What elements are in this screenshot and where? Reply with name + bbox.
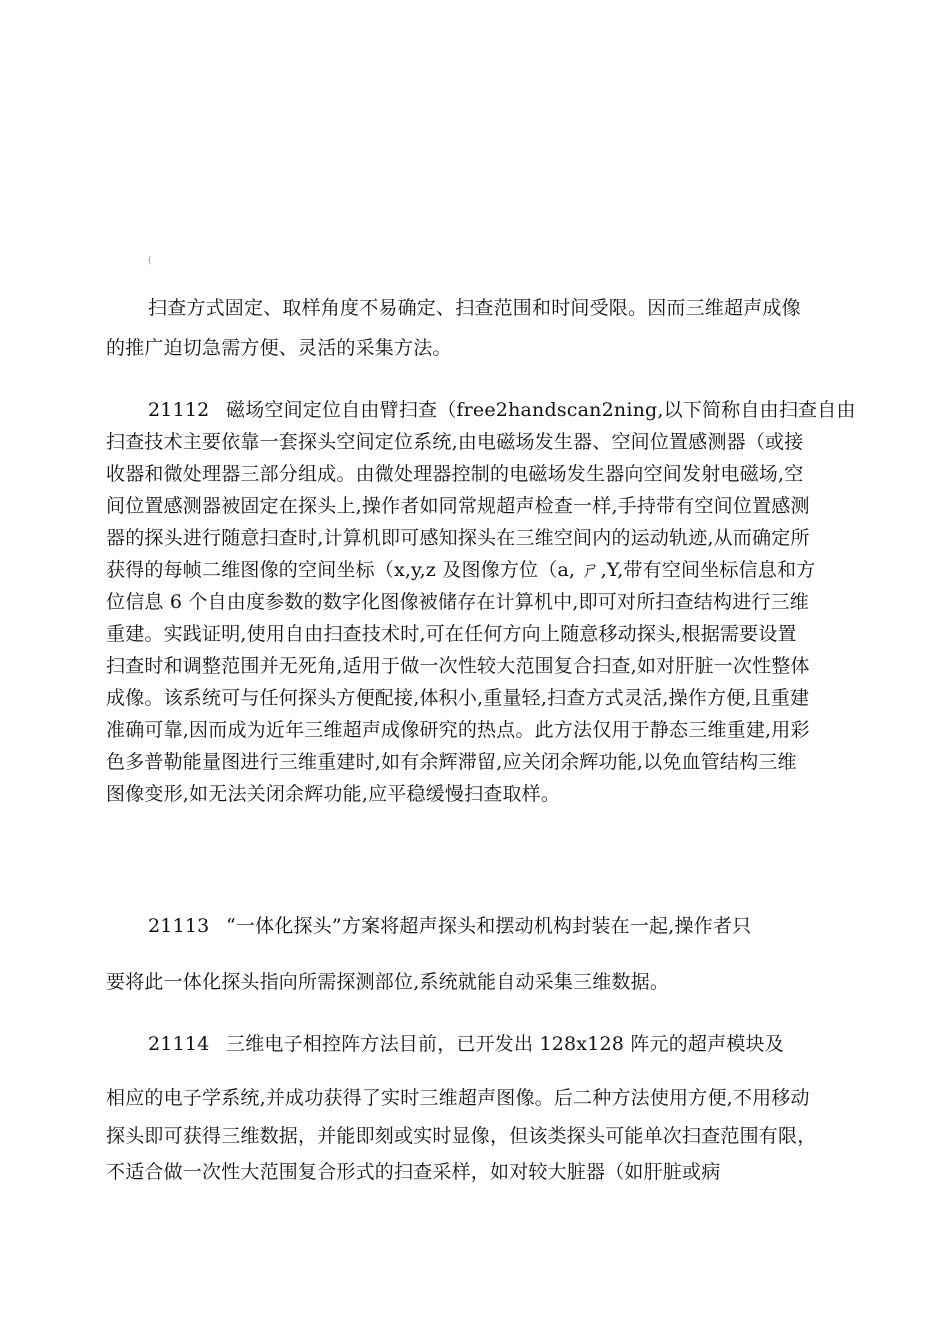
section-21112-line: 器的探头进行随意扫查时,计算机即可感知探头在三维空间内的运动轨迹,从而确定所 [106,527,810,549]
section-21113-heading [148,914,751,938]
section-21112-heading [148,398,856,422]
section-number: 21114 [148,1033,210,1055]
section-21114-first-line: 三维电子相控阵方法目前，已开发出 128x128 阵元的超声模块及 [226,1033,784,1055]
section-21112-line: 色多普勒能量图进行三维重建时,如有余辉滞留,应关闭余辉功能,以免血管结构三维 [106,751,797,773]
section-21113-line: 要将此一体化探头指向所需探测部位,系统就能自动采集三维数据。 [106,971,670,993]
section-number: 21113 [148,915,210,937]
section-21114-line: 探头即可获得三维数据，并能即刻或实时显像，但该类探头可能单次扫查范围有限， [106,1125,817,1147]
section-21112-line: 准确可靠,因而成为近年三维超声成像研究的热点。此方法仅用于静态三维重建,用彩 [106,719,810,741]
section-21112-line: 重建。实践证明,使用自由扫查技术时,可在任何方向上随意移动探头,根据需要设置 [106,623,797,645]
section-21112-line: 获得的每帧二维图像的空间坐标（x,y,z 及图像方位（a, ㄕ,Y,带有空间坐标信息和方 [106,559,816,581]
section-21112-line: 间位置感测器被固定在探头上,操作者如同常规超声检查一样,手持带有空间位置感测 [106,495,810,517]
section-21112-line: 扫查时和调整范围并无死角,适用于做一次性较大范围复合扫查,如对肝脏一次性整体 [106,655,810,677]
section-21113-first-line: “一体化探头”方案将超声探头和摆动机构封装在一起,操作者只 [226,915,752,937]
section-21112-line: 图像变形,如无法关闭余辉功能,应平稳缓慢扫查取样。 [106,783,561,805]
section-21112-line: 成像。该系统可与任何探头方便配接,体积小,重量轻,扫查方式灵活,操作方便,且重建 [106,687,810,709]
paragraph-1-line: 扫查方式固定、取样角度不易确定、扫查范围和时间受限。因而三维超声成像 [148,297,801,319]
section-21112-first-line: 磁场空间定位自由臂扫查（free2handscan2ning,以下简称自由扫查自由 [226,399,856,421]
section-21112-line: 扫查技术主要依靠一套探头空间定位系统,由电磁场发生器、空间位置感测器（或接 [106,431,804,453]
page-mark: ( [148,256,152,266]
section-21114-line: 相应的电子学系统,并成功获得了实时三维超声图像。后二种方法使用方便,不用移动 [106,1087,810,1109]
section-21112-line: 收器和微处理器三部分组成。由微处理器控制的电磁场发生器向空间发射电磁场,空 [106,463,804,485]
section-number: 21112 [148,399,210,421]
paragraph-1-line: 的推广迫切急需方便、灵活的采集方法。 [106,337,452,359]
section-21112-line: 位信息 6 个自由度参数的数字化图像被储存在计算机中,即可对所扫查结构进行三维 [106,591,810,613]
section-21114-line: 不适合做一次性大范围复合形式的扫查采样，如对较大脏器（如肝脏或病 [106,1161,721,1183]
section-21114-heading [148,1032,784,1056]
